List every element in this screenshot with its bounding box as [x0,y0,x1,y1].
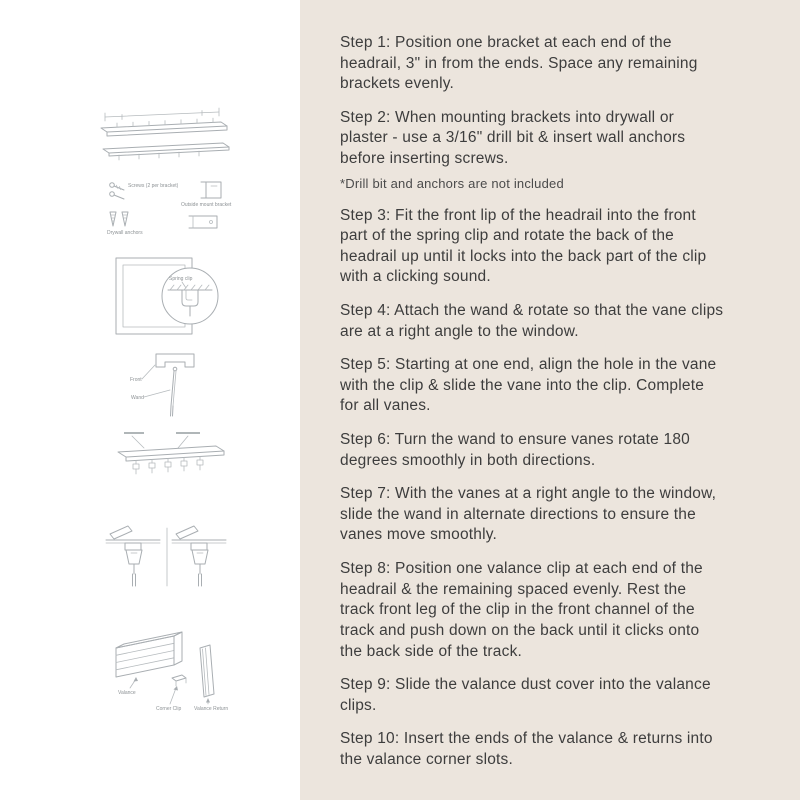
step-9-text: Step 9: Slide the valance dust cover into the valance clips. [340,676,711,714]
valance-assembly-illustration [108,620,240,718]
mount-variants-illustration [98,522,236,594]
mounting-hardware-illustration [103,176,235,238]
diagram-headrail-brackets [95,105,235,172]
spring-clip-illustration [112,252,230,340]
vane-clips-illustration [112,428,230,486]
front-label: Front [130,377,142,383]
headrail-brackets-illustration [95,105,235,167]
valance-label: Valance [118,690,136,696]
drywall-anchors-label: Drywall anchors [107,230,143,236]
step-1-text: Step 1: Position one bracket at each end of the headrail, 3" in from the ends. Space any remaining brackets evenly. [340,34,698,93]
step-4-text: Step 4: Attach the wand & rotate so that the vane clips are at a right angle to the window. [340,301,724,340]
diagram-vane-clips [112,428,230,491]
outside-mount-bracket-label: Outside mount bracket [181,202,232,208]
corner-clip-label: Corner Clip [156,706,182,712]
diagram-spring-clip [112,252,230,345]
step-10-text: Step 10: Insert the ends of the valance & returns into the valance corner slots. [340,730,713,768]
diagram-mount-variants [98,522,236,599]
valance-return-label: Valance Return [194,706,229,712]
step-2-text: Step 2: When mounting brackets into drywall or plaster - use a 3/16" drill bit & insert wall anchors before inserting screws. [340,108,686,168]
spring-clip-label: Spring clip [169,276,193,282]
diagram-wand [128,348,223,428]
wand-label: Wand [131,395,144,401]
steps-panel [300,0,800,800]
step-7-text: Step 7: With the vanes at a right angle to the window, slide the wand in alternate directions to ensure the vanes move smoothly. [340,485,717,544]
diagram-mounting-hardware [103,176,235,243]
step-6-text: Step 6: Turn the wand to ensure vanes rotate 180 degrees smoothly in both directions. [340,431,690,469]
step-3-text: Step 3: Fit the front lip of the headrail into the front part of the spring clip and rotate the back of the headrail up until it locks into the back part of the clip with a clicking sound. [340,206,707,286]
step-5-text: Step 5: Starting at one end, align the hole in the vane with the clip & slide the vane into the clip. Complete for all vanes. [340,356,717,415]
diagram-valance-assembly [108,620,240,723]
step-2-note: *Drill bit and anchors are not included [340,175,564,191]
step-8-text: Step 8: Position one valance clip at each end of the headrail & the remaining spaced evenly. Rest the track front leg of the clip in the front channel of the track and push down on the back until it clicks onto the back side of the track. [340,560,703,660]
screws-label: Screws (2 per bracket) [128,183,179,189]
wand-illustration [128,348,223,423]
